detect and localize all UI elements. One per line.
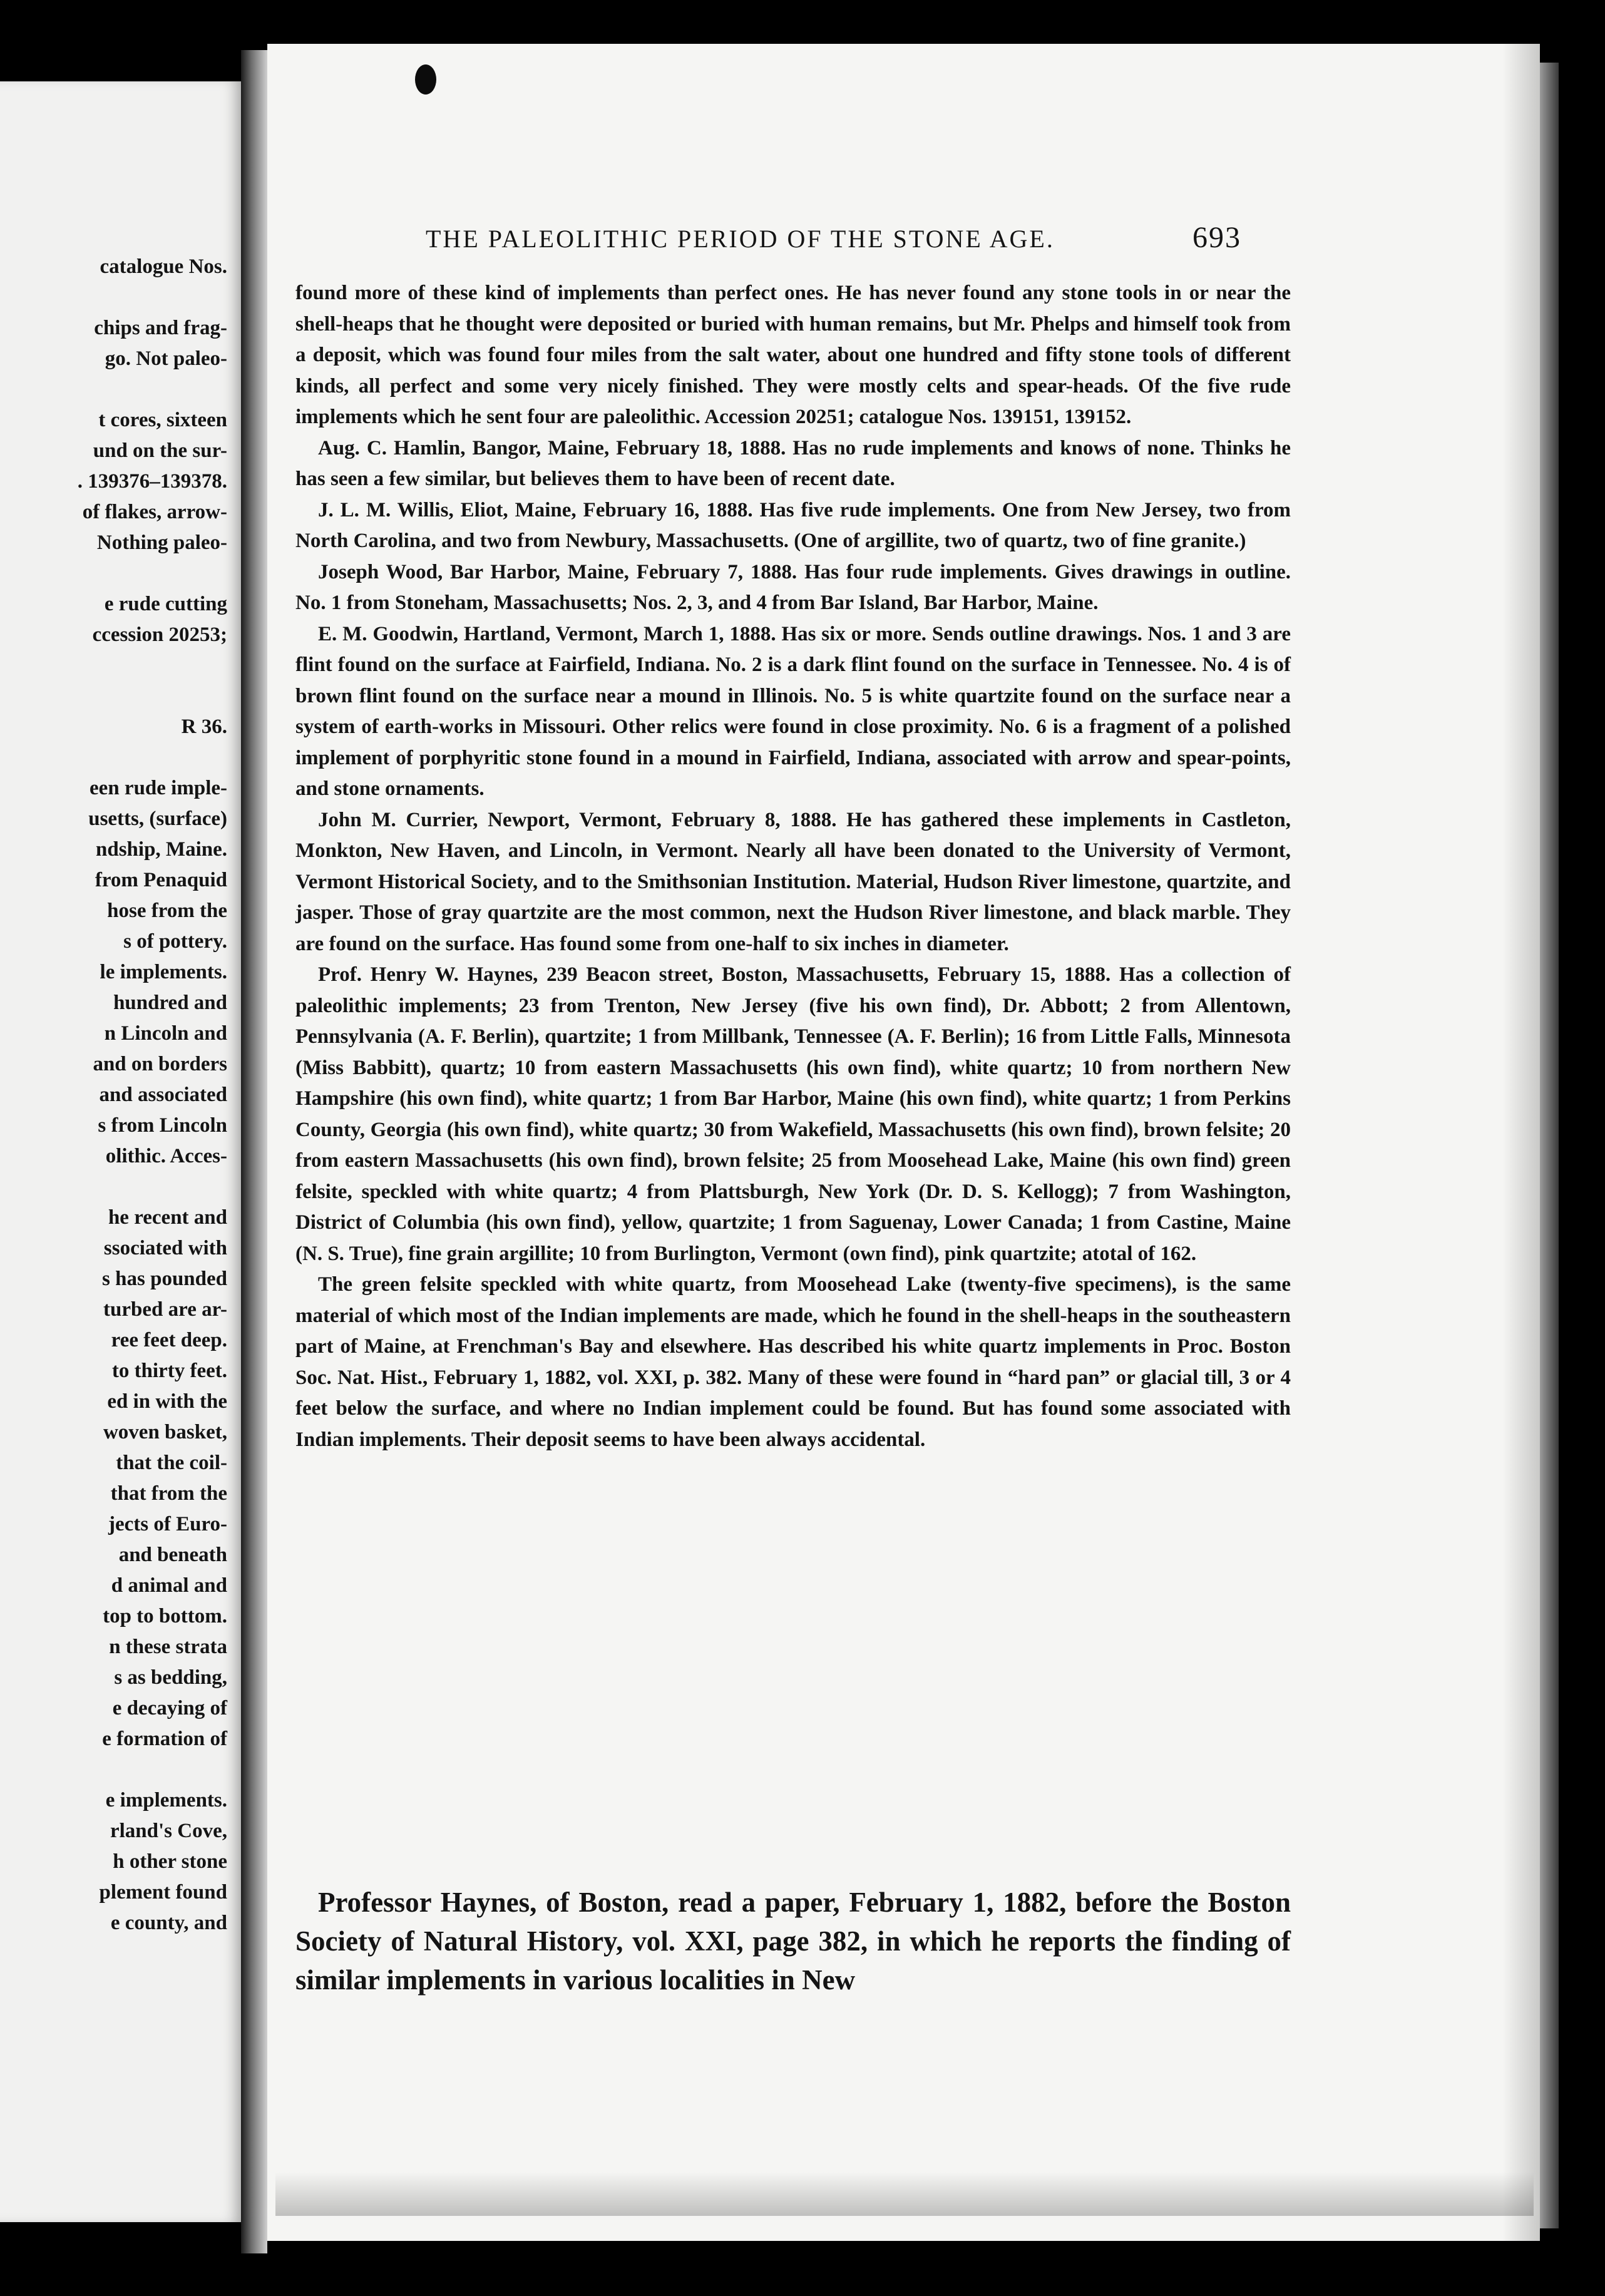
- left-page-line: top to bottom.: [103, 1605, 227, 1627]
- paragraph: found more of these kind of implements than perfect ones. He has never found any stone tools in or near the shell-heaps that he thought were deposited or buried with human remains, but Mr. Phelps and himself took from a deposit, which was found four miles from the salt water, about one hundred and fifty stone tools of different kinds, all perfect and some very nicely finished. They were mostly celts and spear-heads. Of the five rude implements which he sent four are paleolithic. Accession 20251; catalogue Nos. 139151, 139152.: [295, 282, 1291, 428]
- left-page-line: e decaying of: [112, 1697, 227, 1719]
- left-page-line: catalogue Nos.: [100, 255, 227, 278]
- left-page-line: hundred and: [113, 992, 227, 1014]
- left-page-gap: [0, 681, 227, 712]
- body-text: [295, 278, 1291, 1455]
- left-page-line: t cores, sixteen: [98, 409, 227, 431]
- left-page-line: s as bedding,: [114, 1666, 227, 1689]
- left-page-gap: [0, 374, 227, 405]
- left-page-line: and on borders: [93, 1053, 227, 1075]
- left-page-line: d animal and: [111, 1574, 227, 1597]
- left-page-gap: [0, 1755, 227, 1785]
- left-page-line: that the coil-: [116, 1452, 227, 1474]
- left-page-line: e formation of: [102, 1728, 227, 1750]
- left-page-line: e county, and: [110, 1912, 227, 1934]
- left-page-line: n these strata: [109, 1636, 227, 1658]
- left-page-line: plement found: [99, 1881, 227, 1904]
- left-page-line: n Lincoln and: [104, 1022, 227, 1045]
- left-page-gap: [0, 282, 227, 313]
- left-page-line: jects of Euro-: [108, 1513, 227, 1535]
- left-page-line: ssociated with: [103, 1237, 227, 1259]
- left-page-gap: [0, 742, 227, 773]
- left-page-line: rland's Cove,: [110, 1820, 227, 1842]
- left-page-line: ndship, Maine.: [96, 838, 227, 861]
- left-page-line: usetts, (surface): [88, 807, 227, 830]
- paragraph: John M. Currier, Newport, Vermont, February 8, 1888. He has gathered these implements in Castleton, Monkton, New Haven, and Lincoln, in Vermont. Nearly all have been donated to the University of Vermont, Vermont Historical Society, and to the Smithsonian Institution. Material, Hudson River limestone, quartzite, and jasper. Those of gray quartzite are the most common, next the Hudson River limestone, and black marble. They are found on the surface. Has found some from one-half to six inches in diameter.: [295, 808, 1291, 955]
- left-page-line: of flakes, arrow-: [82, 501, 227, 523]
- left-page-line: hose from the: [107, 899, 227, 922]
- left-page-gap: [0, 1172, 227, 1202]
- left-page-line: go. Not paleo-: [105, 347, 227, 370]
- left-page-line: ree feet deep.: [111, 1329, 227, 1351]
- left-page-line: s has pounded: [102, 1268, 227, 1290]
- left-page-line: le implements.: [100, 961, 227, 983]
- left-page-line: woven basket,: [103, 1421, 227, 1443]
- punch-hole: [415, 64, 436, 95]
- paragraph: Aug. C. Hamlin, Bangor, Maine, February 18, 1888. Has no rude implements and knows of none. Thinks he has seen a few similar, but believes them to have been of recent date.: [295, 436, 1291, 490]
- page-edge: [1540, 63, 1559, 2228]
- left-page-line: that from the: [110, 1482, 227, 1505]
- left-page-gap: [0, 558, 227, 589]
- left-page-gap: [0, 650, 227, 681]
- left-page-line: s of pottery.: [123, 930, 227, 953]
- left-page-line: und on the sur-: [93, 439, 227, 462]
- left-page-line: h other stone: [113, 1850, 227, 1873]
- closing-paragraph: Professor Haynes, of Boston, read a paper, February 1, 1882, before the Boston Society of Natural History, vol. XXI, page 382, in which he reports the finding of similar implements in various localities in New: [295, 1887, 1291, 1996]
- paragraph: The green felsite speckled with white quartz, from Moosehead Lake (twenty-five specimens), is the same material of which most of the Indian implements are made, which he found in the shell-heaps in the southeastern part of Maine, at Frenchman's Bay and elsewhere. Has described his white quartz implements in Proc. Boston Soc. Nat. Hist., February 1, 1882, vol. XXI, p. 382. Many of these were found in “hard pan” or glacial till, 3 or 4 feet below the surface, and where no Indian implement could be found. But has found some associated with Indian implements. Their deposit seems to have been always accidental.: [295, 1273, 1291, 1451]
- left-page-line: chips and frag-: [94, 317, 227, 339]
- left-page-line: and beneath: [118, 1544, 227, 1566]
- left-page-line: from Penaquid: [95, 869, 227, 891]
- left-page-line: s from Lincoln: [98, 1114, 227, 1137]
- page-bottom-shadow: [275, 2172, 1534, 2216]
- left-page: [0, 81, 241, 2222]
- left-page-line: ccession 20253;: [92, 623, 227, 646]
- paragraph: J. L. M. Willis, Eliot, Maine, February 16, 1888. Has five rude implements. One from New Jersey, two from North Carolina, and two from Newbury, Massachusetts. (One of argillite, two of quartz, two of fine granite.): [295, 498, 1291, 552]
- left-page-line: een rude imple-: [90, 777, 227, 799]
- page-number: 693: [1192, 221, 1241, 254]
- left-page-line: olithic. Acces-: [105, 1145, 227, 1167]
- paragraph: E. M. Goodwin, Hartland, Vermont, March 1, 1888. Has six or more. Sends outline drawings. Nos. 1 and 3 are flint found on the surface at Fairfield, Indiana. No. 2 is a dark flint found on the surface in Tennessee. No. 4 is of brown flint found on the surface near a mound in Illinois. No. 5 is white quartzite found on the surface near a system of earth-works in Missouri. Other relics were found in close proximity. No. 6 is a fragment of a polished implement of porphyritic stone found in a mound in Fairfield, Indiana, associated with arrow and spear-points, and stone ornaments.: [295, 622, 1291, 800]
- left-page-line: . 139376–139378.: [77, 470, 227, 493]
- paragraph: Joseph Wood, Bar Harbor, Maine, February 7, 1888. Has four rude implements. Gives drawings in outline. No. 1 from Stoneham, Massachusetts; Nos. 2, 3, and 4 from Bar Island, Bar Harbor, Maine.: [295, 560, 1291, 614]
- left-page-line: Nothing paleo-: [96, 531, 227, 554]
- left-page-line: turbed are ar-: [103, 1298, 227, 1321]
- left-page-line: R 36.: [181, 715, 227, 738]
- left-page-line: e implements.: [105, 1789, 227, 1812]
- left-page-text: [0, 252, 227, 1939]
- left-page-line: e rude cutting: [104, 593, 227, 615]
- left-page-line: and associated: [99, 1084, 227, 1106]
- running-title: THE PALEOLITHIC PERIOD OF THE STONE AGE.: [426, 225, 1055, 253]
- left-page-line: he recent and: [108, 1206, 227, 1229]
- book-gutter: [241, 50, 267, 2253]
- left-page-line: to thirty feet.: [111, 1360, 227, 1382]
- left-page-line: ed in with the: [107, 1390, 227, 1413]
- paragraph: Prof. Henry W. Haynes, 239 Beacon street, Boston, Massachusetts, February 15, 1888. Has a collection of paleolithic implements; 23 from Trenton, New Jersey (five his own find), Dr. Abbott; 2 from Allentown, Pennsylvania (A. F. Berlin), quartzite; 1 from Millbank, Tennessee (A. F. Berlin); 16 from Little Falls, Minnesota (Miss Babbitt), quartz; 10 from eastern Massachusetts (his own find), white quartz; 10 from northern New Hampshire (his own find), white quartz; 1 from Bar Harbor, Maine (his own find), white quartz; 1 from Perkins County, Georgia (his own find), white quartz; 30 from Wakefield, Massachusetts (his own find), brown felsite; 20 from eastern Massachusetts (his own find), brown felsite; 25 from Moosehead Lake, Maine (his own find) green felsite, speckled with white quartz; 4 from Plattsburgh, New York (Dr. D. S. Kellogg); 7 from Washington, District of Columbia (his own find), yellow, quartzite; 1 from Saguenay, Lower Canada; 1 from Castine, Maine (N. S. True), fine grain argillite; 10 from Burlington, Vermont (own find), pink quartzite; atotal of 162.: [295, 963, 1291, 1265]
